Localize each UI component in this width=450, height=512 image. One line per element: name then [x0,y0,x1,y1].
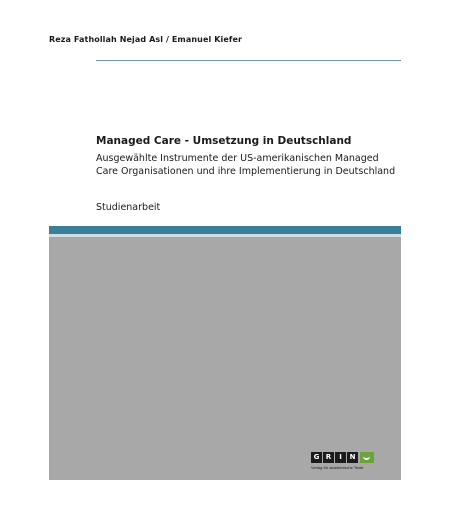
logo-letter-r: R [323,452,334,463]
accent-band [49,226,401,234]
smile-icon [360,452,374,463]
header-divider [96,60,401,61]
publisher-logo-letters [311,452,385,463]
book-subtitle: Ausgewählte Instrumente der US-amerikanischen Managed Care Organisationen und ihre Implementierung in Deutschland [96,153,396,177]
author-names: Reza Fathollah Nejad Asl / Emanuel Kiefer [49,35,243,44]
publisher-tagline: Verlag für akademische Texte [311,465,364,470]
logo-letter-i: I [335,452,346,463]
book-title: Managed Care - Umsetzung in Deutschland [96,135,352,147]
logo-letter-g: G [311,452,322,463]
logo-letter-n: N [347,452,358,463]
document-type: Studienarbeit [96,202,161,213]
cover-image-panel [49,237,401,480]
publisher-logo [311,452,385,472]
